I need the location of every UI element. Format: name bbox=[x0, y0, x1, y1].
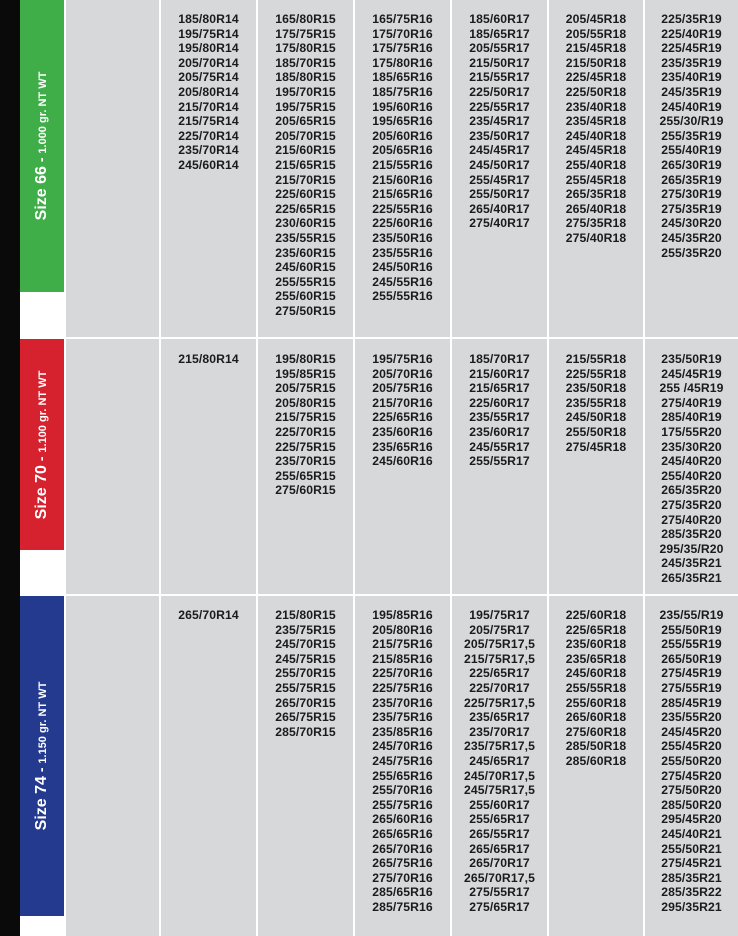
tire-size: 195/75R16 bbox=[372, 352, 433, 366]
tire-size: 265/35R21 bbox=[661, 570, 722, 585]
tire-size: 215/50R17 bbox=[469, 55, 530, 70]
tire-size: 235/50R17 bbox=[469, 128, 530, 143]
tire-size: 215/85R16 bbox=[372, 651, 433, 666]
tire-size: 245/45R19 bbox=[661, 366, 722, 381]
tire-size: 255/50R21 bbox=[661, 841, 722, 856]
tire-size: 275/50R20 bbox=[661, 783, 722, 798]
tire-size: 175/75R15 bbox=[275, 26, 336, 41]
tire-size: 245/50R18 bbox=[565, 410, 627, 425]
tire-size: 215/60R15 bbox=[275, 143, 336, 158]
tire-size: 205/80R14 bbox=[178, 84, 239, 99]
table-column bbox=[355, 596, 450, 936]
tire-size: 215/60R17 bbox=[469, 366, 530, 381]
tire-size: 235/70R14 bbox=[178, 143, 239, 158]
table-column bbox=[66, 0, 159, 337]
tire-size: 265/35R18 bbox=[565, 187, 627, 202]
tire-size: 235/50R19 bbox=[661, 352, 722, 366]
table-column bbox=[549, 596, 643, 936]
table-column bbox=[355, 0, 450, 337]
tire-size: 225/75R15 bbox=[275, 439, 336, 454]
tire-size: 285/60R18 bbox=[565, 753, 627, 768]
tire-size: 265/40R17 bbox=[469, 201, 530, 216]
tire-size: 275/40R19 bbox=[661, 395, 722, 410]
tire-size: 215/55R16 bbox=[372, 157, 433, 172]
tire-size: 205/65R15 bbox=[275, 114, 336, 129]
size-label-separator: - bbox=[33, 452, 49, 465]
tire-size: 215/70R14 bbox=[178, 99, 239, 114]
tire-size: 285/35R20 bbox=[661, 527, 722, 542]
tire-size: 175/70R16 bbox=[372, 26, 433, 41]
size-label-main: Size 70 bbox=[33, 464, 50, 519]
tire-size-list bbox=[549, 12, 643, 246]
tire-size-list bbox=[355, 12, 450, 304]
tire-size: 225/45R19 bbox=[661, 41, 722, 56]
tire-size: 225/40R19 bbox=[661, 26, 722, 41]
tire-size: 255/45R18 bbox=[565, 172, 627, 187]
tire-size: 215/70R16 bbox=[372, 395, 433, 410]
tire-size: 225/60R18 bbox=[565, 608, 627, 622]
tire-size: 255/75R16 bbox=[372, 797, 433, 812]
tire-size: 235/55R15 bbox=[275, 230, 336, 245]
tire-size: 235/60R18 bbox=[565, 637, 627, 652]
tire-size: 255/70R15 bbox=[275, 666, 336, 681]
size-grid-3 bbox=[66, 596, 738, 936]
tire-size: 245/40R20 bbox=[661, 454, 722, 469]
tire-size: 285/40R19 bbox=[661, 410, 722, 425]
tire-size: 245/45R20 bbox=[661, 724, 722, 739]
tire-size: 275/40R20 bbox=[661, 512, 722, 527]
tire-size: 225/45R18 bbox=[565, 70, 627, 85]
tire-size: 225/65R17 bbox=[469, 666, 530, 681]
tire-size: 285/50R18 bbox=[565, 739, 627, 754]
tire-size: 275/65R17 bbox=[469, 899, 530, 914]
table-column bbox=[161, 339, 256, 594]
size-label-weight: 1.100 gr. NT WT bbox=[37, 370, 49, 453]
size-label-separator: - bbox=[33, 763, 49, 777]
tire-size: 205/75R17 bbox=[469, 622, 530, 637]
tire-size: 265/70R15 bbox=[275, 695, 336, 710]
size-label-3 bbox=[20, 596, 64, 916]
tire-size: 255/65R17 bbox=[469, 812, 530, 827]
tire-size: 225/70R17 bbox=[469, 680, 530, 695]
tire-size: 235/70R16 bbox=[372, 695, 433, 710]
tire-size: 255/30/R19 bbox=[659, 114, 724, 129]
tire-size: 275/35R18 bbox=[565, 216, 627, 231]
tire-size: 235/45R17 bbox=[469, 114, 530, 129]
tire-size: 175/75R16 bbox=[372, 41, 433, 56]
table-column bbox=[549, 339, 643, 594]
tire-size: 255/55R17 bbox=[469, 454, 530, 469]
table-column bbox=[161, 0, 256, 337]
tire-size: 275/60R18 bbox=[565, 724, 627, 739]
tire-size: 245/50R17 bbox=[469, 157, 530, 172]
tire-size: 255/40R19 bbox=[661, 143, 722, 158]
tire-size: 245/60R16 bbox=[372, 454, 433, 469]
tire-size: 235/60R17 bbox=[469, 424, 530, 439]
size-label-main: Size 66 bbox=[33, 166, 50, 221]
tire-size: 245/75R15 bbox=[275, 651, 336, 666]
tire-size: 235/75R16 bbox=[372, 710, 433, 725]
tire-size: 255 /45R19 bbox=[659, 381, 724, 396]
tire-size: 255/50R20 bbox=[661, 753, 722, 768]
tire-size: 245/35R19 bbox=[661, 84, 722, 99]
tire-size: 295/35R21 bbox=[661, 899, 722, 914]
tire-size: 265/70R17 bbox=[469, 856, 530, 871]
tire-size: 225/35R19 bbox=[661, 12, 722, 26]
tire-size: 245/50R16 bbox=[372, 260, 433, 275]
tire-size: 195/75R15 bbox=[275, 99, 336, 114]
tire-size: 235/55R20 bbox=[661, 710, 722, 725]
tire-size: 205/75R16 bbox=[372, 381, 433, 396]
tire-size: 235/55R16 bbox=[372, 245, 433, 260]
tire-size: 205/75R15 bbox=[275, 381, 336, 396]
size-label-text bbox=[34, 682, 50, 831]
tire-size: 205/80R16 bbox=[372, 622, 433, 637]
size-grid-2 bbox=[66, 339, 738, 594]
tire-size: 185/80R14 bbox=[178, 12, 239, 26]
table-column bbox=[452, 0, 547, 337]
table-column bbox=[452, 339, 547, 594]
tire-size: 205/45R18 bbox=[565, 12, 627, 26]
size-label-text bbox=[34, 72, 50, 221]
tire-size: 205/75R14 bbox=[178, 70, 239, 85]
tire-size: 275/55R19 bbox=[661, 680, 722, 695]
tire-size: 245/55R16 bbox=[372, 274, 433, 289]
tire-size: 165/80R15 bbox=[275, 12, 336, 26]
size-label-main: Size 74 bbox=[33, 776, 50, 831]
tire-size: 215/75R14 bbox=[178, 114, 239, 129]
tire-size-list bbox=[258, 352, 353, 498]
tire-size: 185/80R15 bbox=[275, 70, 336, 85]
size-label-text bbox=[34, 370, 50, 519]
tire-size-list bbox=[161, 12, 256, 173]
tire-size: 215/65R16 bbox=[372, 187, 433, 202]
size-grid-1 bbox=[66, 0, 738, 337]
table-column bbox=[66, 339, 159, 594]
table-column bbox=[452, 596, 547, 936]
tire-size: 215/65R17 bbox=[469, 381, 530, 396]
tire-size-list bbox=[452, 608, 547, 914]
tire-size: 275/45R20 bbox=[661, 768, 722, 783]
tire-size: 255/45R20 bbox=[661, 739, 722, 754]
label-spacer bbox=[20, 550, 66, 594]
tire-size: 285/50R20 bbox=[661, 797, 722, 812]
tire-size: 205/70R15 bbox=[275, 128, 336, 143]
label-spacer bbox=[20, 292, 66, 337]
tire-size: 215/50R18 bbox=[565, 55, 627, 70]
tire-size: 205/70R16 bbox=[372, 366, 433, 381]
tire-size: 275/60R15 bbox=[275, 483, 336, 498]
tire-size: 255/55R18 bbox=[565, 680, 627, 695]
tire-size: 225/60R15 bbox=[275, 187, 336, 202]
tire-size-list bbox=[161, 608, 256, 623]
tire-size: 235/65R18 bbox=[565, 651, 627, 666]
tire-size: 225/60R17 bbox=[469, 395, 530, 410]
tire-size: 225/50R18 bbox=[565, 84, 627, 99]
tire-size: 225/55R17 bbox=[469, 99, 530, 114]
tire-size: 255/60R18 bbox=[565, 695, 627, 710]
tire-size: 215/65R15 bbox=[275, 157, 336, 172]
tire-size: 245/35R20 bbox=[661, 230, 722, 245]
tire-size: 225/70R15 bbox=[275, 424, 336, 439]
tire-size: 285/45R19 bbox=[661, 695, 722, 710]
tire-size: 205/55R18 bbox=[565, 26, 627, 41]
tire-size: 195/80R14 bbox=[178, 41, 239, 56]
tire-size: 265/65R16 bbox=[372, 826, 433, 841]
tire-size: 225/75R16 bbox=[372, 680, 433, 695]
tire-size: 245/45R17 bbox=[469, 143, 530, 158]
tire-size: 275/40R17 bbox=[469, 216, 530, 231]
tire-size: 235/30R20 bbox=[661, 439, 722, 454]
tire-size: 205/65R16 bbox=[372, 143, 433, 158]
tire-size: 245/40R19 bbox=[661, 99, 722, 114]
tire-size: 275/40R18 bbox=[565, 230, 627, 245]
tire-size: 265/70R17,5 bbox=[464, 870, 535, 885]
tire-size: 255/40R18 bbox=[565, 157, 627, 172]
tire-size: 275/55R17 bbox=[469, 885, 530, 900]
tire-size: 235/55R18 bbox=[565, 395, 627, 410]
tire-size: 265/75R15 bbox=[275, 710, 336, 725]
tire-size: 235/50R16 bbox=[372, 230, 433, 245]
tire-size: 215/75R17,5 bbox=[464, 651, 535, 666]
tire-size: 185/70R15 bbox=[275, 55, 336, 70]
tire-size: 245/65R17 bbox=[469, 753, 530, 768]
tire-size: 265/30R19 bbox=[661, 157, 722, 172]
tire-size: 255/60R17 bbox=[469, 797, 530, 812]
tire-size: 185/60R17 bbox=[469, 12, 530, 26]
tire-size: 195/85R15 bbox=[275, 366, 336, 381]
tire-size: 245/55R17 bbox=[469, 439, 530, 454]
tire-size: 265/60R16 bbox=[372, 812, 433, 827]
tire-size: 255/40R20 bbox=[661, 468, 722, 483]
tire-size: 255/35R19 bbox=[661, 128, 722, 143]
tire-size: 215/60R16 bbox=[372, 172, 433, 187]
table-column bbox=[645, 0, 738, 337]
size-label-weight: 1.000 gr. NT WT bbox=[37, 71, 49, 154]
tire-size: 225/55R18 bbox=[565, 366, 627, 381]
tire-size: 245/75R17,5 bbox=[464, 783, 535, 798]
tire-size-list bbox=[355, 608, 450, 914]
tire-size: 215/55R18 bbox=[565, 352, 627, 366]
tire-size: 215/70R15 bbox=[275, 172, 336, 187]
tire-size: 265/65R17 bbox=[469, 841, 530, 856]
tire-size: 235/75R15 bbox=[275, 622, 336, 637]
tire-size: 235/65R16 bbox=[372, 439, 433, 454]
tire-size: 245/60R15 bbox=[275, 260, 336, 275]
tire-size: 285/75R16 bbox=[372, 899, 433, 914]
tire-size: 195/85R16 bbox=[372, 608, 433, 622]
tire-size: 225/55R16 bbox=[372, 201, 433, 216]
tire-size: 295/35/R20 bbox=[659, 541, 724, 556]
size-label-1 bbox=[20, 0, 64, 292]
tire-size-list bbox=[645, 608, 738, 914]
tire-size: 275/70R16 bbox=[372, 870, 433, 885]
tire-size: 235/35R19 bbox=[661, 55, 722, 70]
tire-size: 235/45R18 bbox=[565, 114, 627, 129]
tire-size: 295/45R20 bbox=[661, 812, 722, 827]
tire-size: 175/80R16 bbox=[372, 55, 433, 70]
table-column bbox=[258, 596, 353, 936]
tire-size: 245/30R20 bbox=[661, 216, 722, 231]
tire-size: 275/45R19 bbox=[661, 666, 722, 681]
tire-size: 255/50R18 bbox=[565, 424, 627, 439]
tire-size: 265/40R18 bbox=[565, 201, 627, 216]
tire-size: 285/35R22 bbox=[661, 885, 722, 900]
tire-size: 195/75R14 bbox=[178, 26, 239, 41]
tire-size: 245/35R21 bbox=[661, 556, 722, 571]
tire-size: 225/70R16 bbox=[372, 666, 433, 681]
tire-size: 235/50R18 bbox=[565, 381, 627, 396]
table-column bbox=[355, 339, 450, 594]
tire-size: 205/70R14 bbox=[178, 55, 239, 70]
tire-size: 275/45R21 bbox=[661, 856, 722, 871]
tire-size: 235/60R16 bbox=[372, 424, 433, 439]
tire-size: 265/75R16 bbox=[372, 856, 433, 871]
tire-size-list bbox=[549, 608, 643, 769]
tire-size: 225/70R14 bbox=[178, 128, 239, 143]
tire-size: 245/60R18 bbox=[565, 666, 627, 681]
tire-size-list bbox=[645, 352, 738, 586]
table-column bbox=[549, 0, 643, 337]
tire-size: 255/60R15 bbox=[275, 289, 336, 304]
tire-size: 215/55R17 bbox=[469, 70, 530, 85]
tire-size: 185/70R17 bbox=[469, 352, 530, 366]
tire-size: 235/60R15 bbox=[275, 245, 336, 260]
tire-size: 245/70R15 bbox=[275, 637, 336, 652]
tire-size: 245/70R17,5 bbox=[464, 768, 535, 783]
tire-size: 265/35R20 bbox=[661, 483, 722, 498]
tire-size-list bbox=[645, 12, 738, 260]
tire-size: 265/55R17 bbox=[469, 826, 530, 841]
left-black-bar bbox=[0, 0, 20, 936]
tire-size: 215/75R16 bbox=[372, 637, 433, 652]
tire-size: 225/65R18 bbox=[565, 622, 627, 637]
tire-size-list bbox=[258, 608, 353, 739]
tire-size: 255/45R17 bbox=[469, 172, 530, 187]
tire-size: 235/40R18 bbox=[565, 99, 627, 114]
tire-size: 235/55R17 bbox=[469, 410, 530, 425]
tire-size: 265/70R14 bbox=[178, 608, 239, 622]
tire-size: 235/70R15 bbox=[275, 454, 336, 469]
tire-size: 245/40R21 bbox=[661, 826, 722, 841]
tire-size: 205/55R17 bbox=[469, 41, 530, 56]
tire-size: 205/60R16 bbox=[372, 128, 433, 143]
tire-size: 255/50R17 bbox=[469, 187, 530, 202]
tire-size: 235/40R19 bbox=[661, 70, 722, 85]
tire-size: 255/55R15 bbox=[275, 274, 336, 289]
tire-size: 255/35R20 bbox=[661, 245, 722, 260]
tire-size: 225/50R17 bbox=[469, 84, 530, 99]
tire-size-list bbox=[161, 352, 256, 367]
tire-size-list bbox=[549, 352, 643, 454]
tire-size: 265/50R19 bbox=[661, 651, 722, 666]
size-label-2 bbox=[20, 339, 64, 550]
tire-size: 225/75R17,5 bbox=[464, 695, 535, 710]
tire-size: 215/45R18 bbox=[565, 41, 627, 56]
size-label-weight: 1.150 gr. NT WT bbox=[37, 681, 49, 764]
tire-size: 175/55R20 bbox=[661, 424, 722, 439]
tire-size: 255/50R19 bbox=[661, 622, 722, 637]
tire-size: 185/75R16 bbox=[372, 84, 433, 99]
tire-size: 275/45R18 bbox=[565, 439, 627, 454]
tire-size: 275/50R15 bbox=[275, 303, 336, 318]
tire-size: 245/40R18 bbox=[565, 128, 627, 143]
tire-size: 195/60R16 bbox=[372, 99, 433, 114]
table-column bbox=[258, 339, 353, 594]
tire-size: 275/35R19 bbox=[661, 201, 722, 216]
tire-size: 255/55R16 bbox=[372, 289, 433, 304]
tire-size: 225/65R16 bbox=[372, 410, 433, 425]
tire-size: 245/45R18 bbox=[565, 143, 627, 158]
tire-size: 215/80R15 bbox=[275, 608, 336, 622]
tire-size: 225/65R15 bbox=[275, 201, 336, 216]
label-spacer bbox=[20, 916, 66, 936]
table-column bbox=[258, 0, 353, 337]
tire-size-list bbox=[452, 352, 547, 469]
tire-size: 265/60R18 bbox=[565, 710, 627, 725]
tire-size: 235/75R17,5 bbox=[464, 739, 535, 754]
tire-size: 230/60R15 bbox=[275, 216, 336, 231]
tire-size: 165/75R16 bbox=[372, 12, 433, 26]
tire-size: 285/65R16 bbox=[372, 885, 433, 900]
tire-size: 285/70R15 bbox=[275, 724, 336, 739]
tire-size: 255/75R15 bbox=[275, 680, 336, 695]
tire-size: 245/75R16 bbox=[372, 753, 433, 768]
tire-size: 275/35R20 bbox=[661, 497, 722, 512]
tire-size: 195/75R17 bbox=[469, 608, 530, 622]
tire-size: 255/65R16 bbox=[372, 768, 433, 783]
tire-size: 215/80R14 bbox=[178, 352, 239, 366]
tire-size: 175/80R15 bbox=[275, 41, 336, 56]
tire-size: 185/65R17 bbox=[469, 26, 530, 41]
tire-size: 195/65R16 bbox=[372, 114, 433, 129]
tire-size: 235/70R17 bbox=[469, 724, 530, 739]
tire-size: 235/65R17 bbox=[469, 710, 530, 725]
tire-size: 195/70R15 bbox=[275, 84, 336, 99]
tire-size: 255/70R16 bbox=[372, 783, 433, 798]
size-label-separator: - bbox=[33, 153, 49, 167]
tire-size: 275/30R19 bbox=[661, 187, 722, 202]
table-column bbox=[161, 596, 256, 936]
tire-size: 265/70R16 bbox=[372, 841, 433, 856]
tire-size-list bbox=[355, 352, 450, 469]
tire-size: 245/70R16 bbox=[372, 739, 433, 754]
tire-size: 185/65R16 bbox=[372, 70, 433, 85]
tire-size: 205/75R17,5 bbox=[464, 637, 535, 652]
tire-size: 235/55/R19 bbox=[659, 608, 724, 622]
tire-size-list bbox=[452, 12, 547, 231]
tire-size: 235/85R16 bbox=[372, 724, 433, 739]
table-column bbox=[66, 596, 159, 936]
tire-size-list bbox=[258, 12, 353, 318]
table-column bbox=[645, 596, 738, 936]
tire-size: 205/80R15 bbox=[275, 395, 336, 410]
tire-size: 195/80R15 bbox=[275, 352, 336, 366]
table-column bbox=[645, 339, 738, 594]
tire-size: 265/35R19 bbox=[661, 172, 722, 187]
tire-size: 285/35R21 bbox=[661, 870, 722, 885]
tire-size: 255/55R19 bbox=[661, 637, 722, 652]
tire-size: 245/60R14 bbox=[178, 157, 239, 172]
tire-size: 255/65R15 bbox=[275, 468, 336, 483]
tire-size: 215/75R15 bbox=[275, 410, 336, 425]
tire-size: 225/60R16 bbox=[372, 216, 433, 231]
